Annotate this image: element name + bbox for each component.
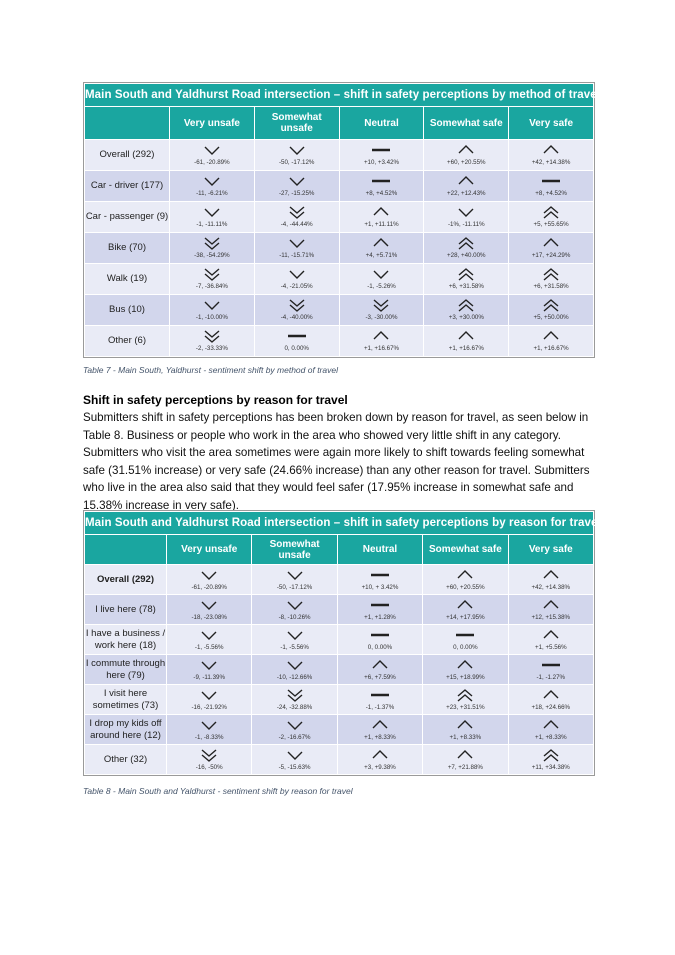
table-cell [252,685,337,715]
cell-value: +1, +8.33% [534,733,567,741]
header-neutral: Neutral [337,535,422,565]
cell-value: -4, -40.00% [280,314,313,321]
table-row [85,655,594,685]
cell-value: -10, -12.66% [276,673,313,681]
chevron-down-icon [288,143,306,158]
dash-icon [540,174,562,189]
row-label: Bike (70) [85,233,170,264]
header-blank [85,535,167,565]
table-cell [339,264,424,295]
chevron-up-icon [456,658,474,673]
table-cell [509,202,594,233]
cell-value: -24, -32.88% [276,703,313,711]
row-label: Other (32) [85,745,167,775]
cell-value: +18, +24.66% [531,703,571,711]
dash-icon [369,568,391,583]
section-heading: Shift in safety perceptions by reason for travel [83,393,348,407]
table-cell [423,565,508,595]
table-cell [170,171,255,202]
table-cell [424,171,509,202]
header-somewhat-safe: Somewhat safe [424,107,509,140]
chevron-up-icon [457,174,475,189]
table-cell [424,264,509,295]
double-chevron-up-icon [542,298,560,313]
table-method-of-travel [83,82,601,358]
table-cell [337,625,422,655]
dash-icon [370,143,392,158]
table-row [85,685,594,715]
table-cell [424,326,509,357]
chevron-down-icon [203,298,221,313]
cell-value: -2, -33.33% [195,345,228,352]
table-cell [254,295,339,326]
cell-value: -16, -50% [195,763,223,771]
chevron-down-icon [203,205,221,220]
table-row [85,233,594,264]
cell-value: -4, -44.44% [280,221,313,228]
table-cell [167,625,252,655]
row-label: I drop my kids off around here (12) [85,715,167,745]
cell-value: -18, -23.08% [191,613,227,621]
cell-value: -50, -17.12% [278,159,315,166]
table-cell [508,595,593,625]
cell-value: +7, +21.88% [447,763,483,771]
header-somewhat-unsafe: Somewhat unsafe [252,535,337,565]
row-label: Overall (292) [85,140,170,171]
double-chevron-up-icon [456,688,474,703]
cell-value: -27, -15.25% [278,190,315,197]
table-cell [423,715,508,745]
table-cell [337,715,422,745]
header-very-unsafe: Very unsafe [170,107,255,140]
table-7-caption: Table 7 - Main South, Yaldhurst - sentiment shift by method of travel [83,365,338,375]
cell-value: +8, +4.52% [535,190,567,197]
table-row [85,264,594,295]
cell-value: 0, 0.00% [284,345,309,352]
double-chevron-down-icon [372,298,390,313]
table-cell [252,745,337,775]
cell-value: +23, +31.51% [446,703,485,711]
cell-value: +3, +9.38% [364,763,396,771]
table-cell [508,745,593,775]
cell-value: +15, +18.99% [446,673,485,681]
table-title: Main South and Yaldhurst Road intersection – shift in safety perceptions by method of travel [85,84,594,107]
chevron-down-icon [200,628,218,643]
table-cell [509,140,594,171]
cell-value: +6, +31.58% [448,283,484,290]
table-row [85,715,594,745]
chevron-down-icon [200,598,218,613]
double-chevron-down-icon [203,236,221,251]
chevron-up-icon [542,688,560,703]
header-somewhat-unsafe: Somewhat unsafe [254,107,339,140]
row-label: I have a business / work here (18) [85,625,167,655]
chevron-down-icon [200,718,218,733]
row-label: Bus (10) [85,295,170,326]
double-chevron-down-icon [288,298,306,313]
chevron-down-icon [286,598,304,613]
table-cell [339,171,424,202]
double-chevron-up-icon [542,205,560,220]
table-cell [337,565,422,595]
table-cell [170,233,255,264]
cell-value: -9, -11.39% [193,673,225,681]
chevron-down-icon [286,748,304,763]
chevron-up-icon [372,236,390,251]
table-row [85,625,594,655]
cell-value: +1, +5.56% [534,643,567,651]
table-cell [508,715,593,745]
chevron-down-icon [288,174,306,189]
chevron-up-icon [457,329,475,344]
dash-icon [369,598,391,613]
table-reason-for-travel [83,510,601,776]
double-chevron-up-icon [457,267,475,282]
cell-value: +3, +30.00% [448,314,484,321]
cell-value: +6, +31.58% [533,283,569,290]
cell-value: +42, +14.38% [531,583,571,591]
double-chevron-down-icon [200,748,218,763]
cell-value: -16, -21.92% [191,703,227,711]
row-label: Overall (292) [85,565,167,595]
cell-value: +22, +12.43% [447,190,486,197]
cell-value: -1, -8.33% [194,733,224,741]
cell-value: -61, -20.89% [194,159,230,166]
double-chevron-up-icon [542,267,560,282]
table-row [85,565,594,595]
table-cell [509,233,594,264]
chevron-down-icon [457,205,475,220]
table-cell [254,326,339,357]
table-cell [170,326,255,357]
cell-value: +1, +11.11% [364,221,399,228]
cell-value: -11, -6.21% [196,190,228,197]
cell-value: +12, +15.38% [531,613,571,621]
cell-value: +1, +16.67% [363,345,400,352]
cell-value: -1, -5.56% [194,643,224,651]
chevron-down-icon [286,718,304,733]
chevron-down-icon [286,568,304,583]
table-row [85,745,594,775]
cell-value: -5, -15.63% [278,763,311,771]
chevron-down-icon [288,236,306,251]
table-cell [252,655,337,685]
cell-value: -1, -1.37% [365,703,395,711]
table-cell [508,685,593,715]
chevron-up-icon [542,628,560,643]
table-cell [254,233,339,264]
header-very-safe: Very safe [509,107,594,140]
chevron-up-icon [371,718,389,733]
cell-value: +5, +55.65% [533,221,569,228]
chevron-up-icon [456,598,474,613]
table-row [85,326,594,357]
table-row [85,171,594,202]
chevron-up-icon [542,143,560,158]
table-cell [170,264,255,295]
table-cell [339,233,424,264]
table-cell [254,171,339,202]
cell-value: -1, -5.56% [280,643,309,651]
chevron-down-icon [200,688,218,703]
table-8-caption: Table 8 - Main South and Yaldhurst - sentiment shift by reason for travel [83,786,353,796]
cell-value: +10, +3.42% [363,159,400,166]
row-label: Walk (19) [85,264,170,295]
row-label: I live here (78) [85,595,167,625]
double-chevron-down-icon [203,329,221,344]
double-chevron-down-icon [288,205,306,220]
table-cell [337,685,422,715]
chevron-up-icon [372,205,390,220]
table-row [85,202,594,233]
table-cell [339,326,424,357]
table-cell [252,625,337,655]
cell-value: +6, +7.59% [364,673,396,681]
cell-value: -8, -10.26% [278,613,311,621]
chevron-down-icon [200,658,218,673]
table-cell [509,326,594,357]
table-cell [252,715,337,745]
table-cell [423,625,508,655]
cell-value: -1, -11.11% [196,221,228,228]
table-row [85,595,594,625]
cell-value: -4, -21.05% [280,283,313,290]
table-cell [254,264,339,295]
table-cell [424,140,509,171]
chevron-up-icon [371,658,389,673]
chevron-up-icon [371,748,389,763]
table-cell [167,685,252,715]
cell-value: +1, +8.33% [449,733,482,741]
table-cell [423,595,508,625]
chevron-up-icon [456,748,474,763]
cell-value: +5, +50.00% [533,314,569,321]
double-chevron-down-icon [286,688,304,703]
table-cell [509,171,594,202]
table-cell [254,202,339,233]
dash-icon [370,174,392,189]
header-very-safe: Very safe [508,535,593,565]
cell-value: -3, -30.00% [365,314,398,321]
cell-value: +10, + 3.42% [361,583,399,591]
chevron-up-icon [542,236,560,251]
table-cell [167,715,252,745]
chevron-up-icon [542,598,560,613]
chevron-up-icon [372,329,390,344]
table-cell [339,202,424,233]
chevron-up-icon [542,329,560,344]
table-cell [170,140,255,171]
table-cell [167,565,252,595]
table-cell [508,625,593,655]
dash-icon [454,628,476,643]
table-cell [423,745,508,775]
cell-value: -1, -10.00% [195,314,228,321]
double-chevron-up-icon [542,748,560,763]
dash-icon [369,688,391,703]
cell-value: -2, -16.67% [278,733,311,741]
chevron-down-icon [372,267,390,282]
row-label: Car - driver (177) [85,171,170,202]
row-label: Other (6) [85,326,170,357]
cell-value: +60, +20.55% [446,583,485,591]
row-label: I visit here sometimes (73) [85,685,167,715]
cell-value: +1, +16.67% [533,345,569,352]
cell-value: -7, -36.84% [195,283,228,290]
table-row [85,140,594,171]
chevron-up-icon [542,568,560,583]
chevron-down-icon [200,568,218,583]
cell-value: +1, +1.28% [364,613,396,621]
table-cell [252,595,337,625]
cell-value: +8, +4.52% [365,190,398,197]
table-cell [424,295,509,326]
table-cell [254,140,339,171]
cell-value: 0, 0.00% [367,643,393,651]
cell-value: +11, +34.38% [531,763,570,771]
cell-value: -38, -54.29% [194,252,230,259]
cell-value: +28, +40.00% [447,252,486,259]
cell-value: +14, +17.95% [446,613,485,621]
dash-icon [286,329,308,344]
cell-value: +1, +8.33% [364,733,396,741]
chevron-down-icon [203,174,221,189]
double-chevron-up-icon [457,236,475,251]
cell-value: +4, +5.71% [365,252,398,259]
cell-value: +60, +20.55% [447,159,486,166]
table-cell [170,295,255,326]
cell-value: -1, -1.27% [536,673,566,681]
table-cell [423,685,508,715]
cell-value: +17, +24.29% [531,252,571,259]
table-cell [424,202,509,233]
header-somewhat-safe: Somewhat safe [423,535,508,565]
table-cell [423,655,508,685]
table-row [85,295,594,326]
row-label: I commute through here (79) [85,655,167,685]
table-cell [167,655,252,685]
chevron-down-icon [286,658,304,673]
table-cell [167,595,252,625]
chevron-up-icon [456,568,474,583]
table-cell [339,140,424,171]
table-cell [508,655,593,685]
cell-value: +1, +16.67% [448,345,484,352]
cell-value: -11, -15.71% [279,252,315,259]
header-blank [85,107,170,140]
dash-icon [369,628,391,643]
table-cell [170,202,255,233]
table-cell [252,565,337,595]
chevron-down-icon [286,628,304,643]
table-cell [509,295,594,326]
cell-value: -1, -5.26% [367,283,396,290]
cell-value: +42, +14.38% [531,159,571,166]
cell-value: -61, -20.89% [191,583,227,591]
table-cell [337,655,422,685]
table-cell [424,233,509,264]
row-label: Car - passenger (9) [85,202,170,233]
table-cell [509,264,594,295]
chevron-down-icon [288,267,306,282]
table-cell [337,745,422,775]
chevron-up-icon [457,143,475,158]
chevron-down-icon [203,143,221,158]
cell-value: -1%, -11.11% [448,221,485,228]
dash-icon [540,658,562,673]
cell-value: -50, -17.12% [276,583,313,591]
table-cell [508,565,593,595]
header-very-unsafe: Very unsafe [167,535,252,565]
double-chevron-up-icon [457,298,475,313]
table-cell [339,295,424,326]
table-cell [167,745,252,775]
cell-value: 0, 0.00% [453,643,478,651]
chevron-up-icon [456,718,474,733]
table-cell [337,595,422,625]
header-neutral: Neutral [339,107,424,140]
section-paragraph: Submitters shift in safety perceptions has been broken down by reason for travel, as seen below in Table 8. Business or people who work in the area who showed very little shift in any category. Submitters who visit the area sometimes were again more likely to shift towards feeling somewhat safe (31.51% increase) or very safe (24.66% increase) than any other reason for travel. Submitters who live in the area also said that they would feel safer (17.95% increase in somewhat safe and 15.38% increase in very safe). [83,411,590,512]
double-chevron-down-icon [203,267,221,282]
table-title: Main South and Yaldhurst Road intersection – shift in safety perceptions by reason for travel [85,512,594,535]
chevron-up-icon [542,718,560,733]
